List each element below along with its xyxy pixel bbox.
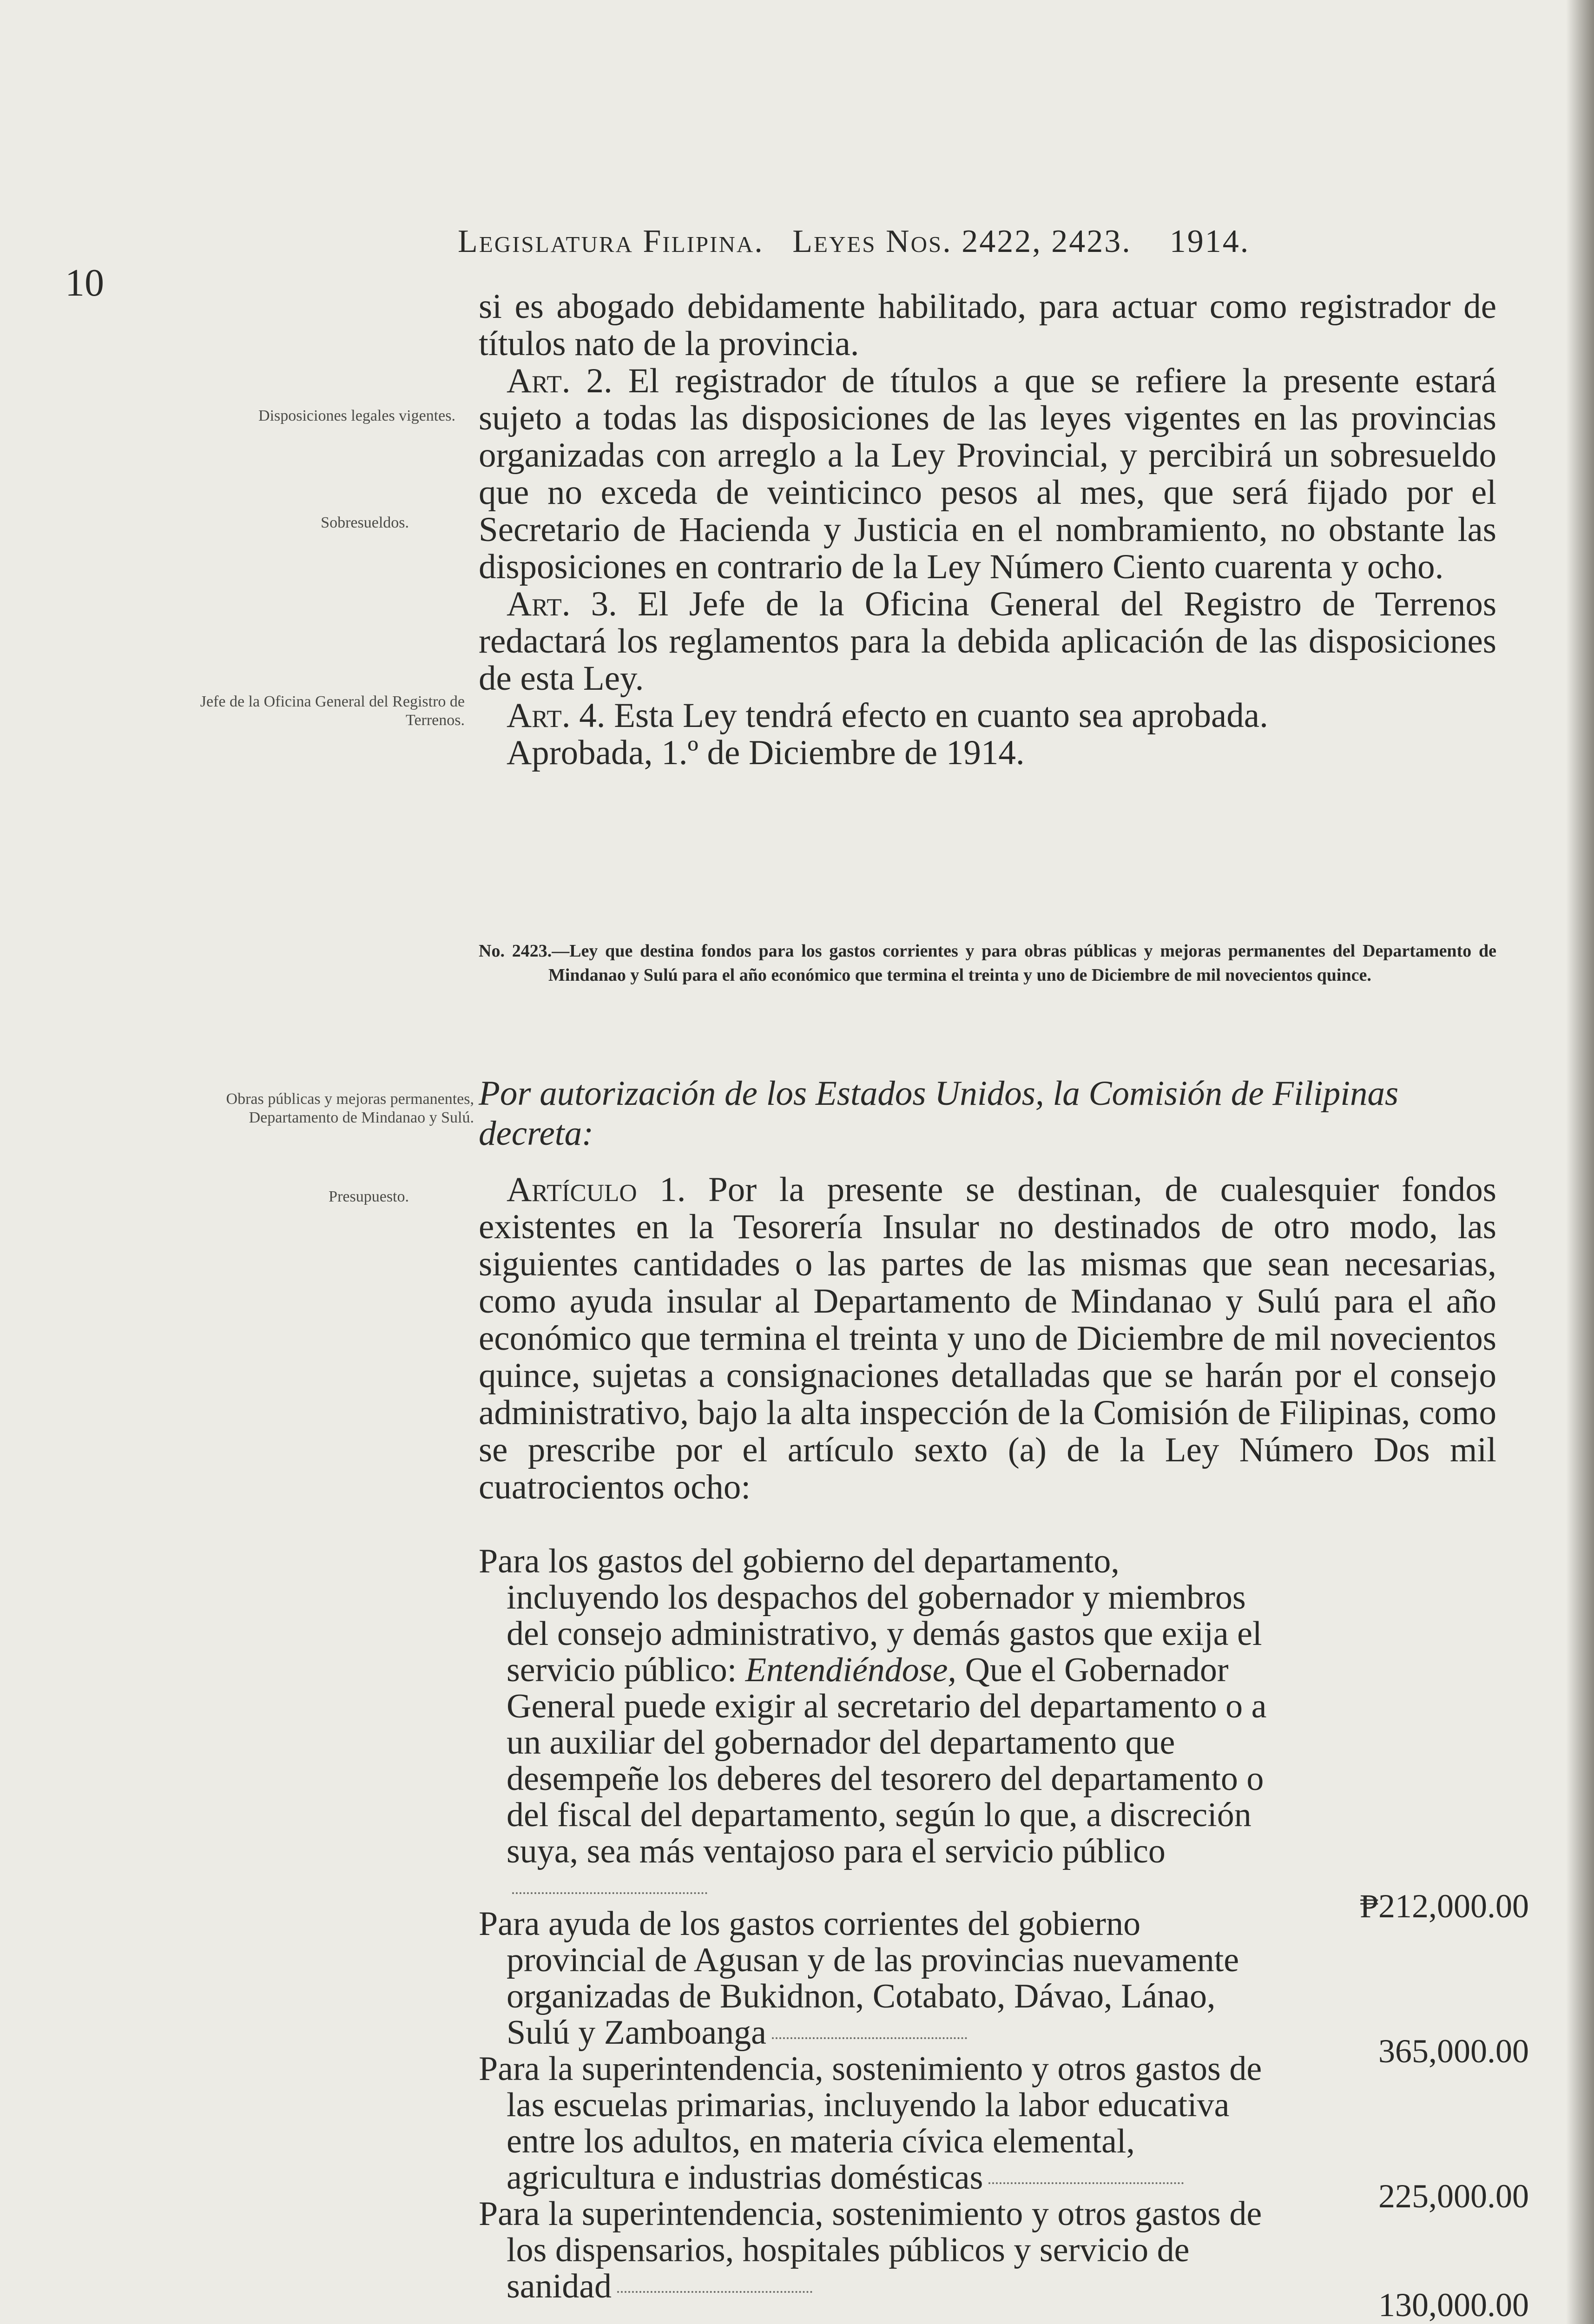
item-amount: 225,000.00 — [1378, 2178, 1529, 2215]
item-text: Para los gastos del gobierno del departamento, incluyendo los despachos del gobernador y miembros del consejo administrativo, y demás gastos que exija el servicio público: — [479, 1542, 1262, 1689]
law-2423-art1 — [479, 1171, 1496, 1506]
margin-note-obras: Obras públicas y mejoras permanentes, Departamento de Mindanao y Sulú. — [226, 1090, 474, 1126]
art1-label: Artículo 1. — [507, 1170, 686, 1209]
law-2422-art2 — [479, 363, 1496, 586]
law-2423-heading — [479, 939, 1496, 987]
art2-label: Art. 2. — [507, 362, 613, 400]
margin-note-jefe: Jefe de la Oficina General del Registro de Terrenos. — [200, 693, 465, 729]
item-text: Para ayuda de los gastos corrientes del gobierno provincial de Agusan y de las provincias nuevamente organizadas de Bukidnon, Cotabato, Dávao, Lánao, Sulú y Zamboanga — [479, 1905, 1239, 2052]
item-text: Para la superintendencia, sostenimiento y otros gastos de los dispensarios, hospitales públicos y servicio de sanidad — [479, 2195, 1262, 2305]
art4-label: Art. 4. — [507, 696, 606, 735]
art2-text: El registrador de títulos a que se refiere la presente estará sujeto a todas las disposiciones de las leyes vigentes en las provincias organizadas con arreglo a la Ley Provincial, y percibirá un sobresueldo que no exceda de veinticinco pesos al mes, que será fijado por el Secretario de Hacienda y Justicia en el nombramiento, no obstante las disposiciones en contrario de la Ley Número Ciento cuarenta y ocho. — [479, 362, 1496, 586]
item-text-italic: Entendiéndose, — [745, 1651, 956, 1689]
item-text: Para la superintendencia, sostenimiento y otros gastos de las escuelas primarias, incluyendo la labor educativa entre los adultos, en materia cívica elemental, agricultura e industrias domésticas — [479, 2050, 1262, 2197]
art4-text: Esta Ley tendrá efecto en cuanto sea aprobada. — [614, 696, 1268, 735]
header-laws: Leyes Nos. 2422, 2423. — [792, 224, 1132, 259]
margin-note-presupuesto: Presupuesto. — [329, 1188, 409, 1205]
law-2423-enacting-clause — [479, 1074, 1496, 1154]
leader-dots — [512, 1892, 707, 1894]
margin-note-sobresueldos: Sobresueldos. — [321, 514, 409, 531]
art1-text: Por la presente se destinan, de cualesquier fondos existentes en la Tesorería Insular no destinados de otro modo, las siguientes cantidades o las partes de las mismas que sean necesarias, como ayuda insular al Departamento de Mindanao y Sulú para el año económico que termina el treinta y uno de Diciembre de mil novecientos quince, sujetas a consignaciones detalladas que se harán por el consejo administrativo, bajo la alta inspección de la Comisión de Filipinas, como se prescribe por el artículo sexto (a) de la Ley Número Dos mil cuatrocientos ocho: — [479, 1170, 1496, 1506]
header-year: 1914. — [1169, 224, 1250, 259]
leader-dots — [617, 2291, 812, 2293]
law-2422-continuation: si es abogado debidamente habilitado, para actuar como registrador de títulos nato de la provincia. — [479, 287, 1496, 363]
law-2422-art3 — [479, 586, 1496, 697]
appropriation-items — [479, 1542, 1529, 2324]
item-amount: ₱212,000.00 — [1359, 1888, 1529, 1925]
item-text-post: Que el Gobernador General puede exigir al secretario del departamento o a un auxiliar del gobernador del departamento que desempeñe los deberes del tesorero del departamento o del fiscal del departamento, según lo que, a discreción suya, sea más ventajoso para el servicio público — [507, 1651, 1267, 1870]
art3-label: Art. 3. — [507, 585, 617, 623]
leader-dots — [772, 2037, 967, 2039]
page-edge-shadow — [1566, 0, 1594, 2324]
art3-text: El Jefe de la Oficina General del Registro de Terrenos redactará los reglamentos para la debida aplicación de las disposiciones de esta Ley. — [479, 585, 1497, 698]
running-header — [458, 223, 1250, 260]
leader-dots — [988, 2182, 1184, 2184]
item-amount: 130,000.00 — [1378, 2286, 1529, 2324]
margin-note-disposiciones: Disposiciones legales vigentes. — [258, 407, 455, 424]
law-2423-heading-text: No. 2423.—Ley que destina fondos para los gastos corrientes y para obras públicas y mejoras permanentes del Departamento de Mindanao y Sulú para el año económico que termina el treinta y uno de Diciembre de mil novecientos quince. — [479, 941, 1496, 985]
item-amount: 365,000.00 — [1378, 2033, 1529, 2070]
law-2422-art4 — [479, 697, 1496, 734]
header-title: Legislatura Filipina. — [458, 224, 764, 259]
appropriation-item — [479, 1542, 1529, 1925]
law-2422-text — [479, 288, 1496, 772]
enacting-text: Por autorización de los Estados Unidos, la Comisión de Filipinas decreta: — [479, 1074, 1399, 1153]
page-number: 10 — [65, 261, 104, 304]
law-2422-approved: Aprobada, 1.º de Diciembre de 1914. — [507, 733, 1025, 772]
